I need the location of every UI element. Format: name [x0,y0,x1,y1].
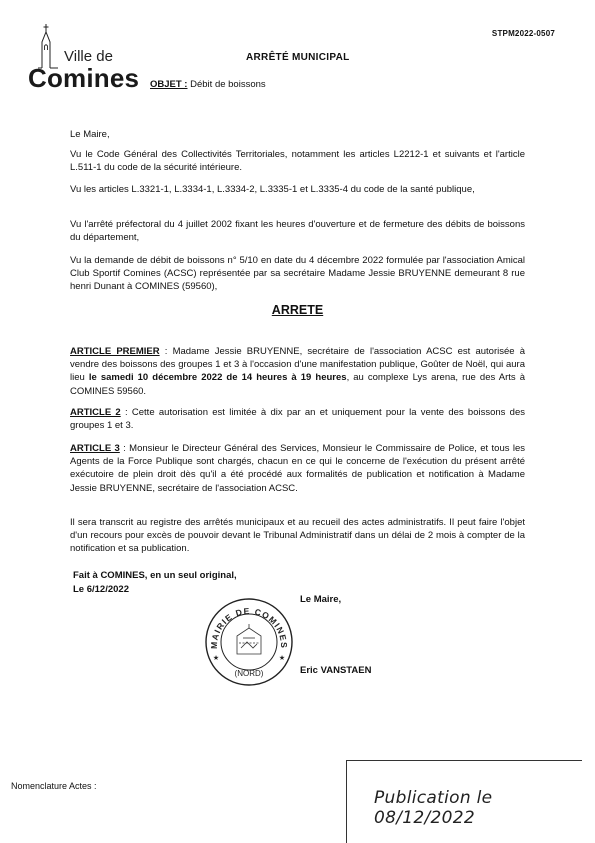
mairie-seal [203,596,295,688]
document-title: ARRÊTÉ MUNICIPAL [246,52,350,63]
article-premier-text: : Madame Jessie BRUYENNE, secrétaire de l'association ACSC est autorisée à vendre des boissons des groupes 1 et 3 à l'occasion d'une manifestation publique, Goûter de Noël, qui aura lieu [70,346,525,384]
svg-text:★: ★ [212,655,220,662]
article-2-text: : Cette autorisation est limitée à dix par an et uniquement pour la vente des boissons des groupes 1 et 3. [70,407,525,432]
seal-text: MAIRIE DE COMINES [208,605,290,650]
signature-date: Le 6/12/2022 [73,583,129,595]
logo-comines: Comines [28,63,140,93]
article-3 [70,442,525,495]
article-3-label: ARTICLE 3 [70,443,120,454]
seal-stamp-icon [203,596,295,688]
decision-heading [0,303,595,317]
subject-text: Débit de boissons [187,79,266,90]
document-reference: STPM2022-0507 [491,29,555,38]
article-3-text: : Monsieur le Directeur Général des Services, Monsieur le Commissaire de Police, et tous les Agents de la Force Publique sont chargés, chacun en ce qui le concerne de l'exécution du présent arrêté exécutoire de plein droit dès qu'il a été procédé aux formalités de publication et notification à Madame Jessie BRUYENNE, secrétaire de l'association ACSC. [70,443,525,494]
city-logo [28,22,138,97]
decision-heading-text: ARRETE [271,303,324,317]
article-2 [70,406,525,432]
visa-arrete-prefectoral: Vu l'arrêté préfectoral du 4 juillet 2002 fixant les heures d'ouverture et de fermeture des débits de boissons du département, [70,219,525,244]
subject-label: OBJET : [150,79,188,90]
article-2-label: ARTICLE 2 [70,407,121,418]
publication-stamp: Publication le 08/12/2022 [374,788,493,828]
transcription-notice: Il sera transcrit au registre des arrêtés municipaux et au recueil des actes administratifs. Il peut faire l'objet d'un recours pour excès de pouvoir devant le Tribunal Administratif dans un délai de 2 mois à compter de la notification et sa publication. [70,517,525,555]
subject-line [150,79,266,90]
fait-a-line: Fait à COMINES, en un seul original, [73,570,237,581]
seal-nord: (NORD) [234,669,264,678]
article-premier-date: le samedi 10 décembre 2022 de 14 heures à 19 heures [88,372,347,384]
visa-code-general: Vu le Code Général des Collectivités Territoriales, notamment les articles L2212-1 et suivants et l'article L.511-1 du code de la sécurité intérieure. [70,149,525,174]
visa-demande: Vu la demande de débit de boissons n° 5/10 en date du 4 décembre 2022 formulée par l'association Amical Club Sportif Comines (ACSC) représentée par sa secrétaire Madame Jessie BRUYENNE demeurant 8 rue henri Dunant à COMINES (59560), [70,255,525,293]
logo-ville-de: Ville de [64,48,113,65]
visa-sante-publique: Vu les articles L.3321-1, L.3334-1, L.3334-2, L.3335-1 et L.3335-4 du code de la santé publique, [70,184,475,195]
article-premier-text-end: , au complexe Lys arena, rue des Arts à COMINES 59560. [70,372,526,397]
svg-text:★: ★ [278,655,286,662]
signature-place-date [73,569,237,596]
nomenclature-label: Nomenclature Actes : [11,781,97,791]
article-premier-label: ARTICLE PREMIER [70,346,160,357]
preamble-maire: Le Maire, [70,129,110,140]
signatory-role: Le Maire, [300,594,342,605]
article-premier [70,345,525,398]
signatory-name: Eric VANSTAEN [300,665,372,676]
